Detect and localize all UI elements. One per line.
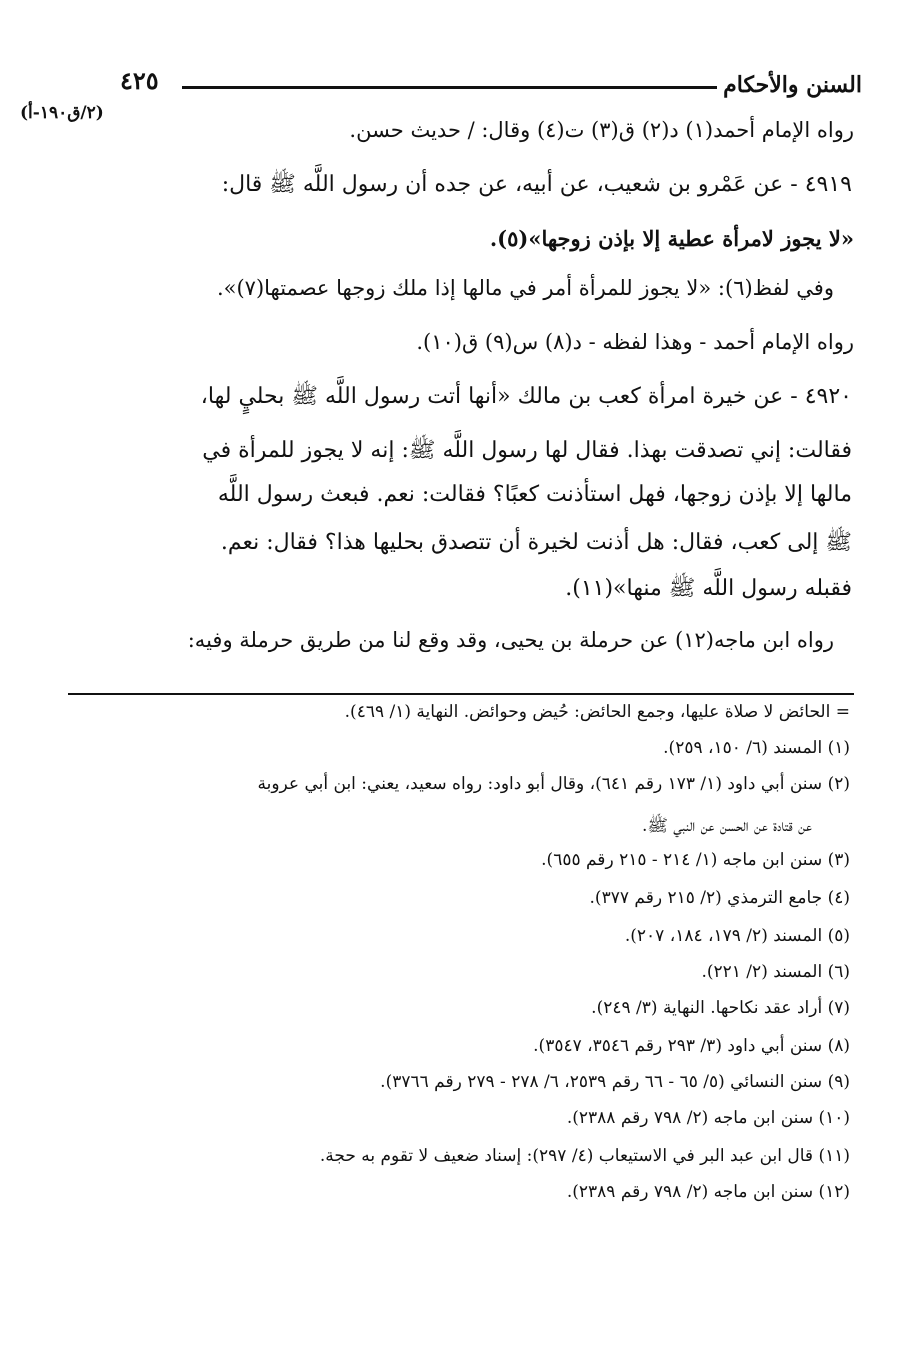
body-line: فقبله رسول اللَّه ﷺ منها»(١١).: [565, 576, 852, 601]
manuscript-reference: (٢/ق١٩٠-أ): [20, 103, 104, 123]
body-line: «لا يجوز لامرأة عطية إلا بإذن زوجها»(٥).: [489, 226, 854, 251]
footnote: (٧) أراد عقد نكاحها. النهاية (٣/ ٢٤٩).: [591, 998, 850, 1018]
footnote: (٩) سنن النسائي (٥/ ٦٥ - ٦٦ رقم ٢٥٣٩، ٦/ ٢٧٨ - ٢٧٩ رقم ٣٧٦٦).: [380, 1072, 850, 1092]
footnote-continuation: عن قتادة عن الحسن عن النبي ﷺ.: [641, 816, 812, 836]
footnote-separator: [68, 693, 854, 695]
footnote: (١٠) سنن ابن ماجه (٢/ ٧٩٨ رقم ٢٣٨٨).: [566, 1108, 850, 1128]
footnote: (٦) المسند (٢/ ٢٢١).: [701, 962, 850, 982]
footnote: (١٢) سنن ابن ماجه (٢/ ٧٩٨ رقم ٢٣٨٩).: [566, 1182, 850, 1202]
body-line: مالها إلا بإذن زوجها، فهل استأذنت كعبًا؟ فقالت: نعم. فبعث رسول اللَّه: [217, 482, 852, 507]
body-line: وفي لفظ(٦): «لا يجوز للمرأة أمر في مالها إذا ملك زوجها عصمتها(٧)».: [216, 276, 834, 300]
header-rule: [182, 86, 717, 89]
footnote: (٢) سنن أبي داود (١/ ١٧٣ رقم ٦٤١)، وقال أبو داود: رواه سعيد، يعني: ابن أبي عروبة: [257, 774, 850, 794]
body-line: رواه الإمام أحمد - وهذا لفظه - د(٨) س(٩) ق(١٠).: [416, 330, 854, 354]
footnote: (٥) المسند (٢/ ١٧٩، ١٨٤، ٢٠٧).: [624, 926, 850, 946]
footnote: (١١) قال ابن عبد البر في الاستيعاب (٤/ ٢٩٧): إسناد ضعيف لا تقوم به حجة.: [319, 1146, 850, 1166]
footnote: (٣) سنن ابن ماجه (١/ ٢١٤ - ٢١٥ رقم ٦٥٥).: [541, 850, 850, 870]
page-number: ٤٢٥: [120, 66, 159, 95]
body-line: رواه ابن ماجه(١٢) عن حرملة بن يحيى، وقد وقع لنا من طريق حرملة وفيه:: [187, 628, 834, 652]
hadith-4919-line: ٤٩١٩ - عن عَمْرو بن شعيب، عن أبيه، عن جده أن رسول اللَّه ﷺ قال:: [221, 172, 852, 197]
footnote: (٨) سنن أبي داود (٣/ ٢٩٣ رقم ٣٥٤٦، ٣٥٤٧).: [533, 1036, 850, 1056]
body-line: ﷺ إلى كعب، فقال: هل أذنت لخيرة أن تتصدق بحليها هذا؟ فقال: نعم.: [220, 530, 852, 555]
footnote: = الحائض لا صلاة عليها، وجمع الحائض: حُيض وحوائض. النهاية (١/ ٤٦٩).: [344, 702, 850, 722]
body-line: فقالت: إني تصدقت بهذا. فقال لها رسول اللَّه ﷺ: إنه لا يجوز للمرأة في: [202, 438, 852, 463]
running-header-title: السنن والأحكام: [723, 72, 862, 98]
footnote: (١) المسند (٦/ ١٥٠، ٢٥٩).: [663, 738, 850, 758]
footnote: (٤) جامع الترمذي (٢/ ٢١٥ رقم ٣٧٧).: [589, 888, 850, 908]
body-line: رواه الإمام أحمد(١) د(٢) ق(٣) ت(٤) وقال: / حديث حسن.: [349, 118, 854, 142]
hadith-4920-line: ٤٩٢٠ - عن خيرة امرأة كعب بن مالك «أنها أتت رسول اللَّه ﷺ بحليٍ لها،: [200, 384, 852, 409]
